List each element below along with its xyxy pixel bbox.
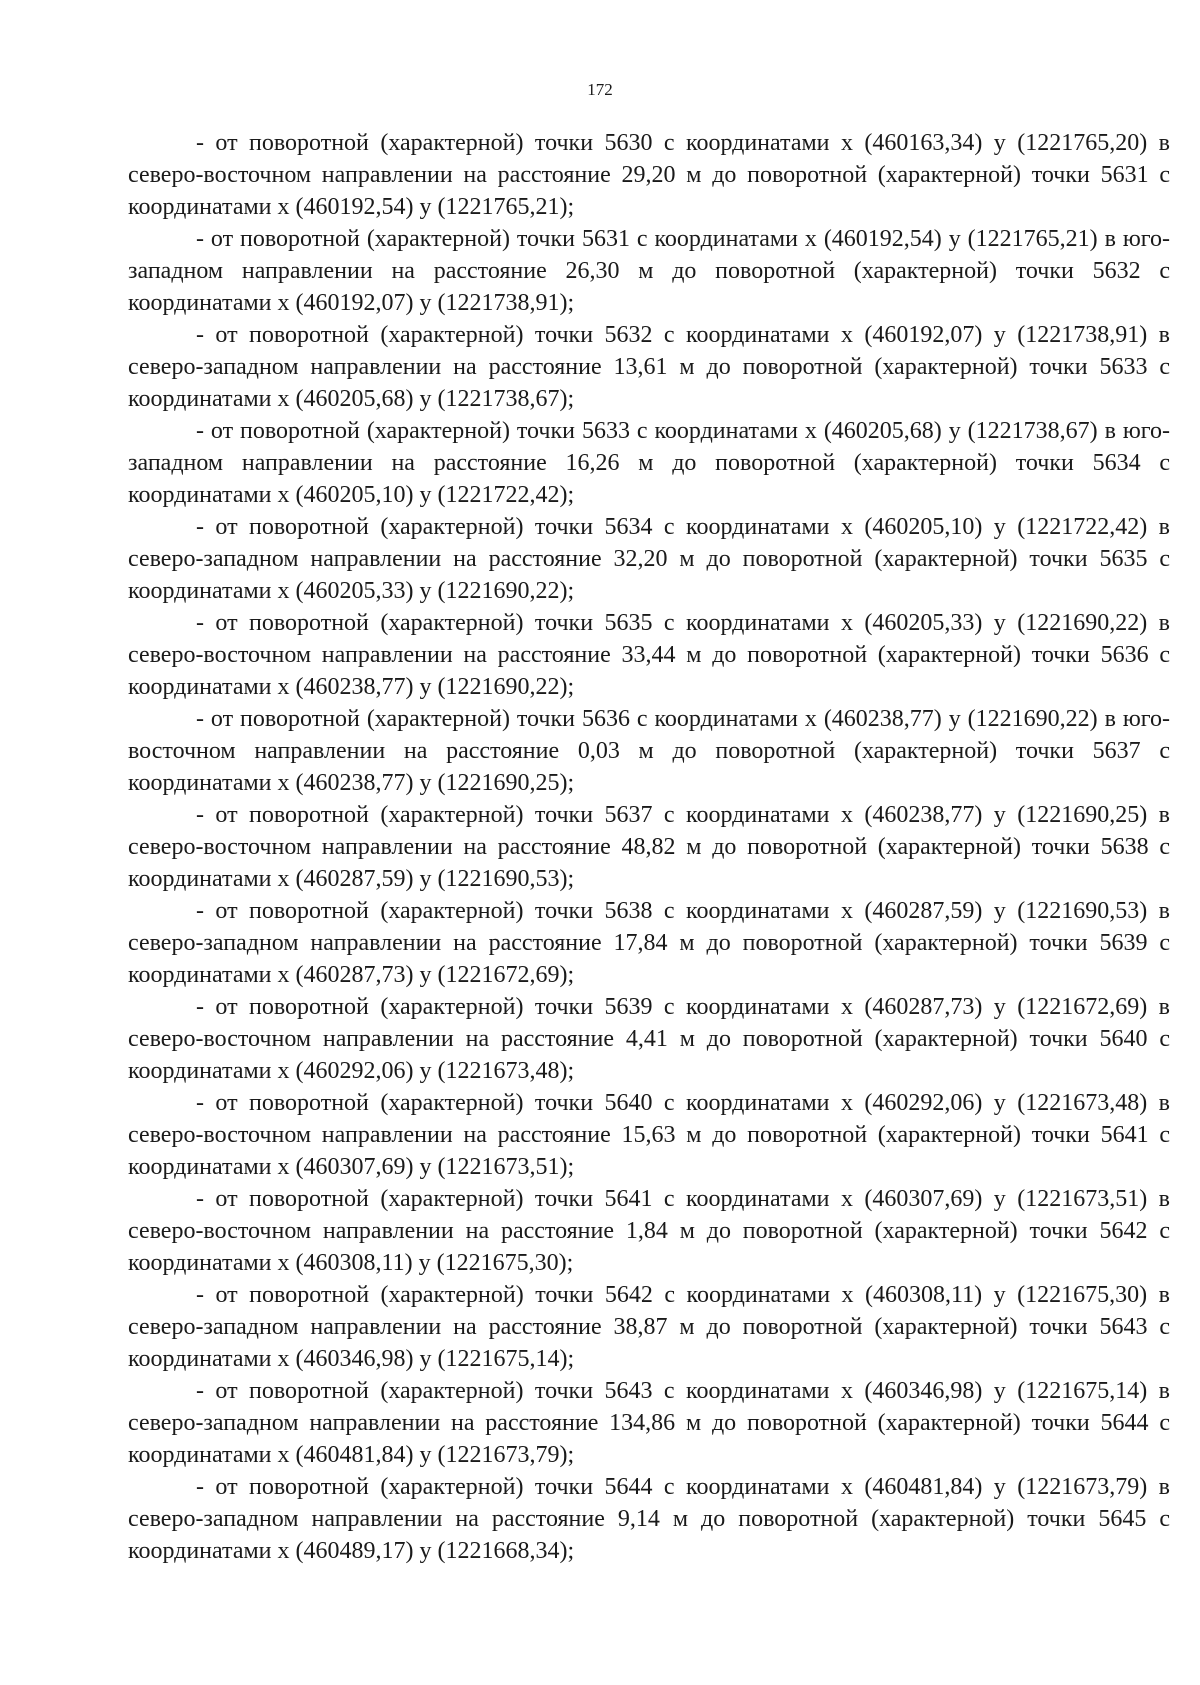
- boundary-paragraph: [128, 607, 1170, 703]
- paragraph-text: - от поворотной (характерной) точки 5636 с координатами х (460238,77) у (1221690,22) в юго-восточном направлении на расстояние 0,03 м до поворотной (характерной) точки 5637 с координатами х (460238,77) у (1221690,25);: [128, 706, 1170, 796]
- boundary-paragraph: [128, 1087, 1170, 1183]
- document-body: [128, 127, 1170, 1567]
- boundary-paragraph: [128, 799, 1170, 895]
- boundary-paragraph: [128, 223, 1170, 319]
- boundary-paragraph: [128, 319, 1170, 415]
- paragraph-text: - от поворотной (характерной) точки 5632 с координатами х (460192,07) у (1221738,91) в северо-западном направлении на расстояние 13,61 м до поворотной (характерной) точки 5633 с координатами х (460205,68) у (1221738,67);: [128, 322, 1170, 412]
- page-number: 172: [587, 80, 613, 99]
- paragraph-text: - от поворотной (характерной) точки 5643 с координатами х (460346,98) у (1221675,14) в северо-западном направлении на расстояние 134,86 м до поворотной (характерной) точки 5644 с координатами х (460481,84) у (1221673,79);: [128, 1378, 1170, 1468]
- paragraph-text: - от поворотной (характерной) точки 5640 с координатами х (460292,06) у (1221673,48) в северо-восточном направлении на расстояние 15,63 м до поворотной (характерной) точки 5641 с координатами х (460307,69) у (1221673,51);: [128, 1090, 1170, 1180]
- boundary-paragraph: [128, 511, 1170, 607]
- boundary-paragraph: [128, 1279, 1170, 1375]
- paragraph-text: - от поворотной (характерной) точки 5633 с координатами х (460205,68) у (1221738,67) в юго-западном направлении на расстояние 16,26 м до поворотной (характерной) точки 5634 с координатами х (460205,10) у (1221722,42);: [128, 418, 1170, 508]
- boundary-paragraph: [128, 127, 1170, 223]
- boundary-paragraph: [128, 991, 1170, 1087]
- paragraph-text: - от поворотной (характерной) точки 5638 с координатами х (460287,59) у (1221690,53) в северо-западном направлении на расстояние 17,84 м до поворотной (характерной) точки 5639 с координатами х (460287,73) у (1221672,69);: [128, 898, 1170, 988]
- boundary-paragraph: [128, 1183, 1170, 1279]
- paragraph-text: - от поворотной (характерной) точки 5637 с координатами х (460238,77) у (1221690,25) в северо-восточном направлении на расстояние 48,82 м до поворотной (характерной) точки 5638 с координатами х (460287,59) у (1221690,53);: [128, 802, 1170, 892]
- paragraph-text: - от поворотной (характерной) точки 5631 с координатами х (460192,54) у (1221765,21) в юго-западном направлении на расстояние 26,30 м до поворотной (характерной) точки 5632 с координатами х (460192,07) у (1221738,91);: [128, 226, 1170, 316]
- paragraph-text: - от поворотной (характерной) точки 5639 с координатами х (460287,73) у (1221672,69) в северо-восточном направлении на расстояние 4,41 м до поворотной (характерной) точки 5640 с координатами х (460292,06) у (1221673,48);: [128, 994, 1170, 1084]
- paragraph-text: - от поворотной (характерной) точки 5634 с координатами х (460205,10) у (1221722,42) в северо-западном направлении на расстояние 32,20 м до поворотной (характерной) точки 5635 с координатами х (460205,33) у (1221690,22);: [128, 514, 1170, 604]
- paragraph-text: - от поворотной (характерной) точки 5642 с координатами х (460308,11) у (1221675,30) в северо-западном направлении на расстояние 38,87 м до поворотной (характерной) точки 5643 с координатами х (460346,98) у (1221675,14);: [128, 1282, 1170, 1372]
- boundary-paragraph: [128, 1375, 1170, 1471]
- paragraph-text: - от поворотной (характерной) точки 5630 с координатами х (460163,34) у (1221765,20) в северо-восточном направлении на расстояние 29,20 м до поворотной (характерной) точки 5631 с координатами х (460192,54) у (1221765,21);: [128, 130, 1170, 220]
- paragraph-text: - от поворотной (характерной) точки 5635 с координатами х (460205,33) у (1221690,22) в северо-восточном направлении на расстояние 33,44 м до поворотной (характерной) точки 5636 с координатами х (460238,77) у (1221690,22);: [128, 610, 1170, 700]
- boundary-paragraph: [128, 895, 1170, 991]
- paragraph-text: - от поворотной (характерной) точки 5641 с координатами х (460307,69) у (1221673,51) в северо-восточном направлении на расстояние 1,84 м до поворотной (характерной) точки 5642 с координатами х (460308,11) у (1221675,30);: [128, 1186, 1170, 1276]
- boundary-paragraph: [128, 415, 1170, 511]
- boundary-paragraph: [128, 703, 1170, 799]
- paragraph-text: - от поворотной (характерной) точки 5644 с координатами х (460481,84) у (1221673,79) в северо-западном направлении на расстояние 9,14 м до поворотной (характерной) точки 5645 с координатами х (460489,17) у (1221668,34);: [128, 1474, 1170, 1564]
- boundary-paragraph: [128, 1471, 1170, 1567]
